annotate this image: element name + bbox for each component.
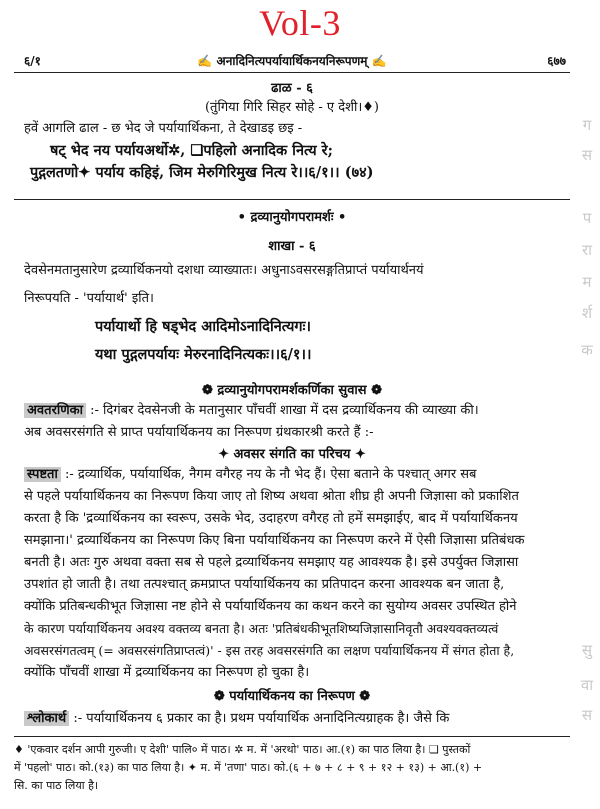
sanskrit-paragraph-line-2: निरूपयति - 'पर्यायार्थ' इति। xyxy=(24,291,154,306)
side-margin-char: म xyxy=(582,273,592,291)
page-header xyxy=(14,52,570,72)
avasar-heading: ✦ अवसर संगति का परिचय ✦ xyxy=(218,447,366,462)
side-margin-char: स xyxy=(581,706,593,724)
footnote-line: में 'पहलो' पाठ। को.(१३) का पाठ लिया है। ✦ म. में 'तणा' पाठ। को.(६ + ७ + ८ + ९ + १२ + १३) + आ.(१) + xyxy=(14,761,483,774)
spashta-line: के कारण पर्यायार्थिकनय अवश्य वक्तव्य बनता है। अतः 'प्रतिबंधकीभूतशिष्यजिज्ञासानिवृतौ अवश्यवक्तव्यत्वं xyxy=(24,621,499,636)
side-margin-char: र्श xyxy=(581,304,593,322)
spashta-line-1 xyxy=(24,466,564,483)
spashta-line: समझाना।' द्रव्यार्थिकनय का निरूपण किए बिना पर्यायार्थिकनय का निरूपण करने में ऐसी जिज्ञासा प्रतिबंधक xyxy=(24,533,525,548)
side-margin-char: स xyxy=(581,146,593,164)
avatarnika-label: अवतरणिका xyxy=(24,403,86,418)
divider-rule xyxy=(14,199,570,200)
side-margin-char: रा xyxy=(581,241,593,259)
verse-line-2: पुद्गलतणो✦ पर्याय कहिइं, जिम मेरुगिरिमुख नित्य रे।।६/१।। (७४) xyxy=(30,164,374,181)
footnote-rule xyxy=(14,736,570,737)
section-number: ६/१ xyxy=(24,54,41,68)
shlokarth-text: :- पर्यायार्थिकनय ६ प्रकार का है। प्रथम पर्यायार्थिक अनादिनित्यग्राहक है। जैसे कि xyxy=(73,711,450,726)
sanskrit-verse-2: यथा पुद्गलपर्यायः मेरुरनादिनित्यकः।।६/१।। xyxy=(95,346,312,363)
side-margin-char: वा xyxy=(580,676,594,694)
spashta-line: अवसरसंगतत्वम् (= अवसरसंगतिप्राप्तत्वं)' - इस तरह अवसरसंगति का लक्षण पर्यायार्थिकनय में संगत होता है, xyxy=(24,643,515,658)
intro-line: हवें आगलि ढाल - छ भेद जे पर्यायार्थिकना, ते देखाडइ छइ - xyxy=(24,121,303,136)
footnote-line: सि. का पाठ लिया है। xyxy=(14,779,99,792)
page-number: ६७७ xyxy=(547,54,566,68)
volume-label: Vol-3 xyxy=(259,3,341,43)
paryay-heading: ❁ पर्यायार्थिकनय का निरूपण ❁ xyxy=(213,689,371,704)
sanskrit-section-title: • द्रव्यानुयोगपरामर्शः • xyxy=(237,210,347,225)
side-margin-char: सु xyxy=(581,641,593,659)
dhal-subtitle: (तुंगिया गिरि सिहर सोहे - ए देशी।♦) xyxy=(204,100,380,115)
sanskrit-verse-1: पर्यायार्थो हि षड्भेद आदिमोऽनादिनित्यगः। xyxy=(95,318,311,335)
shlokarth-label: श्लोकार्थ xyxy=(24,711,69,726)
verse-line-1: षट् भेद नय पर्यायअर्थो✲, ❏पहिलो अनादिक नित्य रे; xyxy=(50,142,333,159)
shakha-heading: शाखा - ६ xyxy=(268,239,316,254)
header-rule xyxy=(14,72,570,73)
spashta-text: :- द्रव्यार्थिक, पर्यायार्थिक, नैगम वगैरह नय के नौ भेद हैं। ऐसा बताने के पश्चात् अगर सब xyxy=(64,467,477,482)
dhal-title: ढाळ - ६ xyxy=(271,81,313,96)
running-title: ✍ अनादिनित्यपर्यायार्थिकनयनिरूपणम् ✍ xyxy=(197,54,387,68)
side-margin-char: प xyxy=(582,209,592,227)
side-margin-char: क xyxy=(581,341,593,359)
spashta-line: बनती है। अतः गुरु अथवा वक्ता सब से पहले द्रव्यार्थिकनय समझाए यह आवश्यक है। इसे उपर्युक्त जिज्ञासा xyxy=(24,555,519,570)
sanskrit-paragraph-line-1: देवसेनमतानुसारेण द्रव्यार्थिकनयो दशधा व्याख्यातः। अधुनाऽवसरसङ्गतिप्राप्तं पर्यायार्थनयं xyxy=(24,263,424,278)
side-margin-char: ग xyxy=(582,116,592,134)
spashta-line: उपशांत हो जाती है। तथा तत्पश्चात् क्रमप्राप्त पर्यायार्थिकनय का प्रतिपादन करना आवश्यक बन जाता है, xyxy=(24,577,505,592)
spashta-line: करता है कि 'द्रव्यार्थिकनय का स्वरूप, उसके भेद, उदाहरण वगैरह तो हमें समझाईए, बाद में पर्यायार्थिकनय xyxy=(24,511,518,526)
shlokarth-line xyxy=(24,710,564,727)
karnika-heading: ❁ द्रव्यानुयोगपरामर्शकर्णिका सुवास ❁ xyxy=(201,383,382,398)
spashta-label: स्पष्टता xyxy=(24,467,61,482)
spashta-line: से पहले पर्यायार्थिकनय का निरूपण किया जाए तो शिष्य अथवा श्रोता शीघ्र ही अपनी जिज्ञासा को प्रकाशित xyxy=(24,489,519,504)
footnote-line: ♦ 'एकवार दर्शन आपी गुरुजी। ए देशी' पालि० में पाठ। ✲ म. में 'अरथो' पाठ। आ.(१) का पाठ लिया है। ❏ पुस्तकों xyxy=(14,743,471,756)
avatarnika-line-1 xyxy=(24,402,564,419)
spashta-line: क्योंकि पाँचवीं शाखा में द्रव्यार्थिकनय का निरूपण हो चुका है। xyxy=(24,665,310,680)
avatarnika-text: :- दिगंबर देवसेनजी के मतानुसार पाँचवीं शाखा में दस द्रव्यार्थिकनय की व्याख्या की। xyxy=(90,403,479,418)
spashta-line: क्योंकि प्रतिबन्धकीभूत जिज्ञासा नष्ट होने से पर्यायार्थिकनय का कथन करने का सुयोग्य अवसर उपस्थित होने xyxy=(24,599,517,614)
avatarnika-line-2: अब अवसरसंगति से प्राप्त पर्यायार्थिकनय का निरूपण ग्रंथकारश्री करते हैं :- xyxy=(24,425,374,440)
